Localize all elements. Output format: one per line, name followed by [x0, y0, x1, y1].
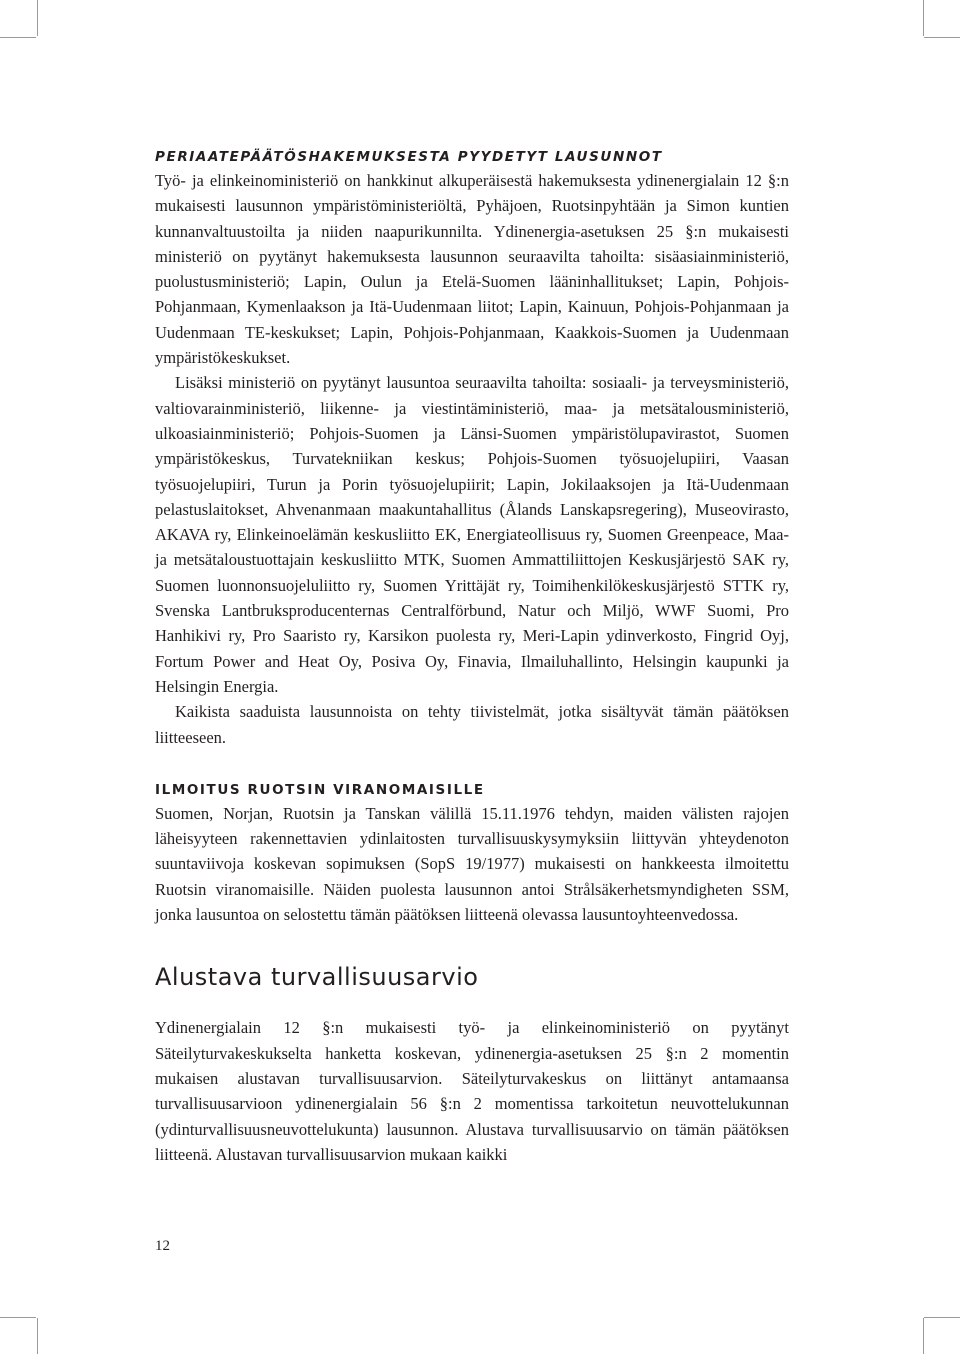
crop-mark-bottom-left [37, 1318, 38, 1354]
crop-mark-bottom-left-h [0, 1317, 36, 1318]
section-heading-ruotsi: ILMOITUS RUOTSIN VIRANOMAISILLE [155, 781, 485, 798]
crop-mark-top-left-h [0, 37, 36, 38]
paragraph: Työ- ja elinkeinoministeriö on hankkinut alkuperäisestä hakemuksesta ydinenergialain 12 §:n mukaisesti lausunnon ympäristöministeriöltä, Pyhäjoen, Ruotsinpyhtään ja Simon kuntien kunnanvaltuustoilta ja niiden naapurikunnilta. Ydinenergia-asetuksen 25 §:n mukaisesti ministeriö on pyytänyt hakemuksesta lausunnon seuraavilta tahoilta: sisäasiainministeriö, puolustusministeriö; Lapin, Oulun ja Etelä-Suomen lääninhallitukset; Lapin, Pohjois-Pohjanmaan, Kymenlaakson ja Itä-Uudenmaan liitot; Lapin, Kainuun, Pohjois-Pohjanmaan ja Uudenmaan TE-keskukset; Lapin, Pohjois-Pohjanmaan, Kaakkois-Suomen ja Uudenmaan ympäristökeskukset. [155, 171, 789, 368]
crop-mark-bottom-right-h [924, 1317, 960, 1318]
crop-mark-top-left [37, 0, 38, 36]
crop-mark-top-right-h [924, 37, 960, 38]
crop-mark-top-right [923, 0, 924, 36]
crop-mark-bottom-right [923, 1318, 924, 1354]
page-content [155, 146, 789, 1167]
paragraph: Suomen, Norjan, Ruotsin ja Tanskan välillä 15.11.1976 tehdyn, maiden välisten rajojen läheisyyteen rakennettavien ydinlaitosten turvallisuuskysymyksiin liittyvän yhteydenoton suuntaviivoja koskevan sopimuksen (SopS 19/1977) mukaisesti on hankkeesta ilmoitettu Ruotsin viranomaisille. Näiden puolesta lausunnon antoi Strålsäkerhetsmyndigheten SSM, jonka lausuntoa on selostettu tämän päätöksen liitteenä olevassa lausuntoyhteenvedossa. [155, 803, 789, 925]
page-number: 12 [155, 1238, 170, 1254]
section-heading-lausunnot: PERIAATEPÄÄTÖSHAKEMUKSESTA PYYDETYT LAUSUNNOT [155, 149, 663, 165]
paragraph: Ydinenergialain 12 §:n mukaisesti työ- ja elinkeinoministeriö on pyytänyt Säteilyturvakeskukselta hanketta koskevan, ydinenergia-asetuksen 25 §:n 2 momentin mukaisen alustavan turvallisuusarvion. Säteilyturvakeskus on liittänyt antamaansa turvallisuusarvioon ydinenergialain 56 §:n 2 momentissa tarkoitetun neuvottelukunnan (ydinturvallisuusneuvottelukunta) lausunnon. Alustava turvallisuusarvio on tämän päätöksen liitteenä. Alustavan turvallisuusarvion mukaan kaikki [155, 1018, 789, 1164]
paragraph: Kaikista saaduista lausunnoista on tehty tiivistelmät, jotka sisältyvät tämän päätöksen liitteeseen. [155, 702, 789, 747]
paragraph: Lisäksi ministeriö on pyytänyt lausuntoa seuraavilta tahoilta: sosiaali- ja terveysministeriö, valtiovarainministeriö, liikenne- ja viestintäministeriö, maa- ja metsätalousministeriö, ulkoasiainministeriö; Pohjois-Suomen ja Länsi-Suomen ympäristölupavirastot, Suomen ympäristökeskus, Turvatekniikan keskus; Pohjois-Suomen työsuojelupiiri, Vaasan työsuojelupiiri, Turun ja Porin työsuojelupiirit; Lapin, Jokilaaksojen ja Itä-Uudenmaan pelastuslaitokset, Ahvenanmaan maakuntahallitus (Ålands Lanskapsregering), Museovirasto, AKAVA ry, Elinkeinoelämän keskusliitto EK, Energiateollisuus ry, Suomen Greenpeace, Maa- ja metsätaloustuottajain keskusliitto MTK, Suomen Ammattiliittojen Keskusjärjestö SAK ry, Suomen luonnonsuojeluliitto ry, Suomen Yrittäjät ry, Toimihenkilökeskusjärjestö STTK ry, Svenska Lantbruksproducenternas Centralförbund, Natur och Miljö, WWF Suomi, Pro Hanhikivi ry, Pro Saaristo ry, Karsikon puolesta ry, Meri-Lapin ydinverkosto, Fingrid Oyj, Fortum Power and Heat Oy, Posiva Oy, Finavia, Ilmailuhallinto, Helsingin kaupunki ja Helsingin Energia. [155, 373, 789, 696]
chapter-heading-turvallisuusarvio: Alustava turvallisuusarvio [155, 963, 479, 992]
